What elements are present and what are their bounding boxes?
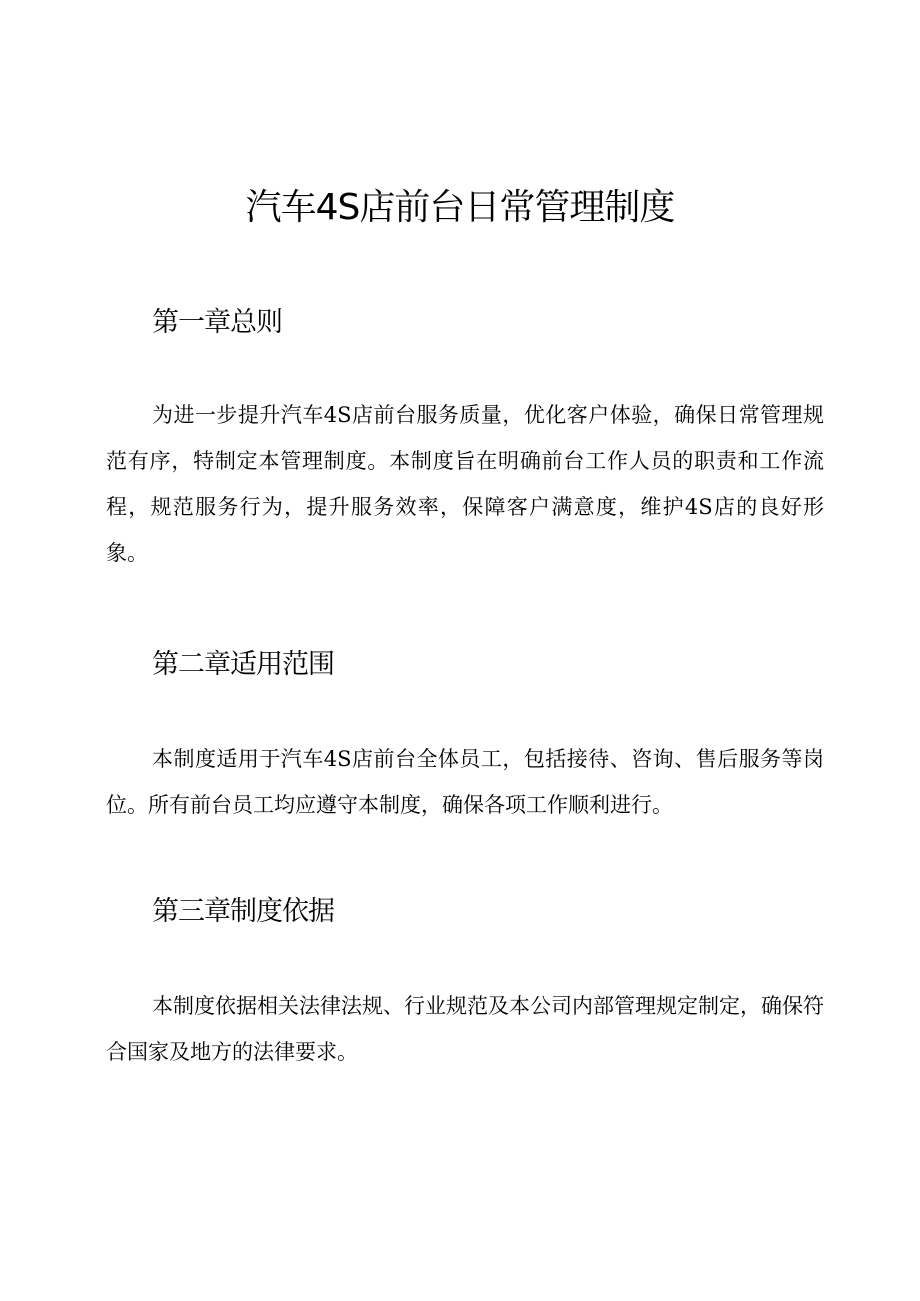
document-title: 汽车4S店前台日常管理制度 [245,187,675,228]
chapter-1-heading: 第一章总则 [152,307,282,338]
chapter-1-paragraph: 为进一步提升汽车4S店前台服务质量，优化客户体验，确保日常管理规范有序，特制定本管理制度。本制度旨在明确前台工作人员的职责和工作流程，规范服务行为，提升服务效率，保障客户满意度，维护4S店的良好形象。 [106,403,824,565]
chapter-2-heading: 第二章适用范围 [152,649,334,680]
chapter-3-paragraph: 本制度依据相关法律法规、行业规范及本公司内部管理规定制定，确保符合国家及地方的法律要求。 [106,994,824,1064]
chapter-3-heading: 第三章制度依据 [152,896,334,927]
chapter-2-paragraph: 本制度适用于汽车4S店前台全体员工，包括接待、咨询、售后服务等岗位。所有前台员工均应遵守本制度，确保各项工作顺利进行。 [106,747,824,817]
